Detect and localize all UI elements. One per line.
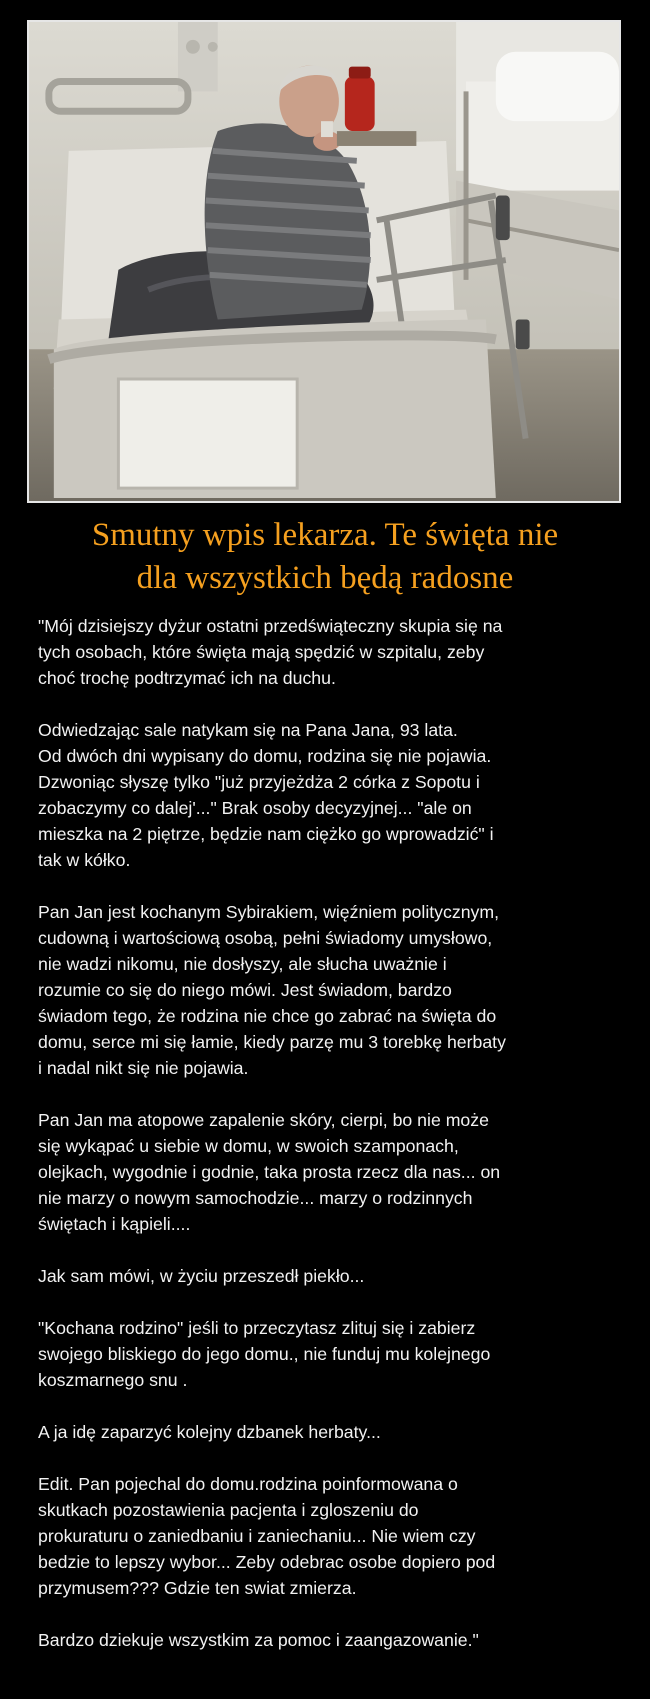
paragraph-line: rozumie co się do niego mówi. Jest świadom, bardzo xyxy=(38,980,452,1000)
paragraph-line: Od dwóch dni wypisany do domu, rodzina się nie pojawia. xyxy=(38,746,492,766)
paragraph-line: nie wadzi nikomu, nie dosłyszy, ale słucha uważnie i xyxy=(38,954,447,974)
paragraph-line: tych osobach, które święta mają spędzić w szpitalu, zeby xyxy=(38,642,485,662)
paragraph xyxy=(38,1107,628,1237)
paragraph-line: koszmarnego snu . xyxy=(38,1370,188,1390)
paragraph xyxy=(38,1627,628,1653)
paragraph-line: przymusem??? Gdzie ten swiat zmierza. xyxy=(38,1578,357,1598)
paragraph-line: bedzie to lepszy wybor... Zeby odebrac osobe dopiero pod xyxy=(38,1552,496,1572)
paragraph-line: świadom tego, że rodzina nie chce go zabrać na święta do xyxy=(38,1006,497,1026)
paragraph-line: Jak sam mówi, w życiu przeszedł piekło... xyxy=(38,1266,365,1286)
paragraph-line: mieszka na 2 piętrze, będzie nam ciężko go wprowadzić" i xyxy=(38,824,494,844)
paragraph-line: "Mój dzisiejszy dyżur ostatni przedświąteczny skupia się na xyxy=(38,616,503,636)
paragraph xyxy=(38,1263,628,1289)
paragraph-line: skutkach pozostawienia pacjenta i zgloszeniu do xyxy=(38,1500,419,1520)
paragraph-line: nie marzy o nowym samochodzie... marzy o rodzinnych xyxy=(38,1188,473,1208)
paragraph-line: Edit. Pan pojechal do domu.rodzina poinformowana o xyxy=(38,1474,458,1494)
paragraph-line: Dzwoniąc słyszę tylko "już przyjeżdża 2 córka z Sopotu i xyxy=(38,772,480,792)
paragraph-line: Pan Jan jest kochanym Sybirakiem, więźniem politycznym, xyxy=(38,902,500,922)
paragraph-line: olejkach, wygodnie i godnie, taka prosta rzecz dla nas... on xyxy=(38,1162,501,1182)
paragraph-line: domu, serce mi się łamie, kiedy parzę mu 3 torebkę herbaty xyxy=(38,1032,506,1052)
hospital-photo xyxy=(27,20,621,503)
headline xyxy=(20,514,630,600)
paragraph-line: "Kochana rodzino" jeśli to przeczytasz zlituj się i zabierz xyxy=(38,1318,476,1338)
paragraph-line: tak w kółko. xyxy=(38,850,131,870)
paragraph-line: zobaczymy co dalej'..." Brak osoby decyzyjnej... "ale on xyxy=(38,798,472,818)
paragraph-line: prokuraturu o zaniedbaniu i zaniechaniu... Nie wiem czy xyxy=(38,1526,476,1546)
headline-line-1: Smutny wpis lekarza. Te święta nie xyxy=(91,517,559,553)
paragraph-line: cudowną i wartościową osobą, pełni świadomy umysłowo, xyxy=(38,928,493,948)
paragraph xyxy=(38,717,628,873)
paragraph-line: Odwiedzając sale natykam się na Pana Jana, 93 lata. xyxy=(38,720,458,740)
article-body xyxy=(38,613,628,1679)
paragraph xyxy=(38,613,628,691)
paragraph-line: i nadal nikt się nie pojawia. xyxy=(38,1058,249,1078)
headline-line-2: dla wszystkich będą radosne xyxy=(136,560,514,596)
paragraph-line: się wykąpać u siebie w domu, w swoich szamponach, xyxy=(38,1136,459,1156)
paragraph xyxy=(38,1315,628,1393)
paragraph-line: Pan Jan ma atopowe zapalenie skóry, cierpi, bo nie może xyxy=(38,1110,489,1130)
paragraph xyxy=(38,899,628,1081)
paragraph xyxy=(38,1419,628,1445)
paragraph-line: świętach i kąpieli.... xyxy=(38,1214,191,1234)
paragraph-line: swojego bliskiego do jego domu., nie funduj mu kolejnego xyxy=(38,1344,491,1364)
paragraph xyxy=(38,1471,628,1601)
hospital-photo-illustration xyxy=(29,22,619,501)
paragraph-line: choć trochę podtrzymać ich na duchu. xyxy=(38,668,336,688)
paragraph-line: Bardzo dziekuje wszystkim za pomoc i zaangazowanie." xyxy=(38,1630,479,1650)
paragraph-line: A ja idę zaparzyć kolejny dzbanek herbaty... xyxy=(38,1422,381,1442)
